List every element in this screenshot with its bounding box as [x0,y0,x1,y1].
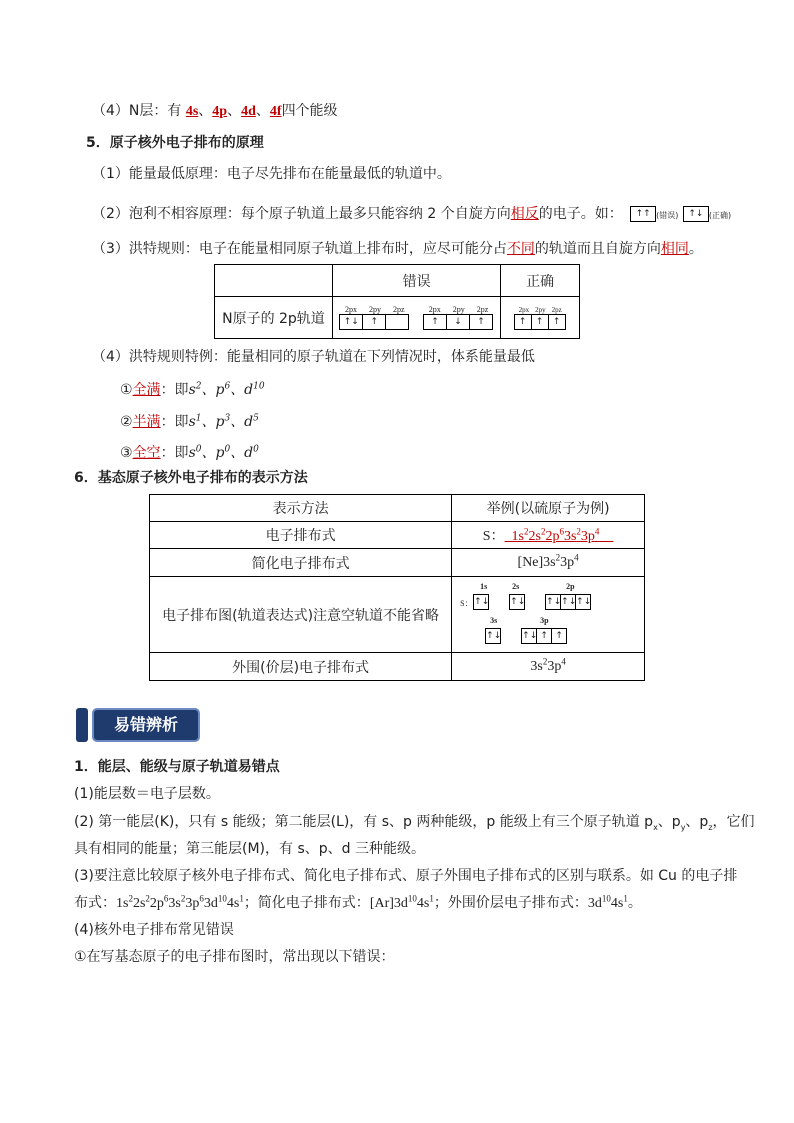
config-example: S： $1s^22s^22p^63s^23p^4$ [452,522,645,549]
header-right: 正确 [501,265,580,297]
short-config: $[Ne]3s^23p^4$ [452,549,645,577]
blank-4d: 4d [241,104,256,119]
point-4-1: ①在写基态原子的电子排布图时，常出现以下错误： [74,949,395,965]
point-4: (4)核外电子排布常见错误 [74,922,234,938]
wrong-example-1: 2px 2py 2pz ↑↓ ↑ [340,305,409,330]
blank-different: 不同 [506,241,535,257]
section6-heading: 6．基态原子核外电子排布的表示方法 [74,470,308,486]
valence-config: $3s^23p^4$ [452,653,645,681]
blank-4f: 4f [269,104,282,119]
pauli-wrong-orbital: ↑↑ [631,204,656,224]
blank-same: 相同 [660,241,689,257]
point-2-line2: 具有相同的能量；第三能层(M)，有 s、p、d 三种能级。 [74,841,425,857]
section7-heading: 1．能层、能级与原子轨道易错点 [74,759,280,775]
point-3-line1: (3)要注意比较原子核外电子排布式、简化电子排布式、原子外围电子排布式的区别与联系。如 Cu 的电子排 [74,868,738,884]
principle-2: （2）泡利不相容原理：每个原子轨道上最多只能容纳 2 个自旋方向相反的电子。如： ↑↑ (错误) ↑↓ (正确) [92,206,732,222]
blank-4p: 4p [212,104,228,119]
section-badge: 易错辨析 [76,708,200,742]
blank-opposite: 相反 [510,206,539,222]
wrong-example-2: 2px 2py 2pz ↑ ↓ ↑ [424,305,493,330]
case-half: ②半满：即$s^1$、$p^3$、$d^5$ [120,413,259,430]
principle-4: （4）洪特规则特例：能量相同的原子轨道在下列情况时，体系能量最低 [92,349,535,365]
principle-1: （1）能量最低原理：电子尽先排布在能量最低的轨道中。 [92,166,451,182]
point-2-line1: (2) 第一能层(K)，只有 s 能级；第二能层(L)，有 s、p 两种能级，p 能级上有三个原子轨道 $p_x$、$p_y$、$p_z$，它们 [74,814,755,832]
blank-4s: 4s [185,104,199,119]
header-wrong: 错误 [332,265,500,297]
point-1: (1)能层数＝电子层数。 [74,786,220,802]
principle-3: （3）洪特规则：电子在能量相同原子轨道上排布时，应尽可能分占不同的轨道而且自旋方向相同。 [92,241,703,257]
hund-table [214,264,580,339]
section5-heading: 5．原子核外电子排布的原理 [86,135,264,151]
case-full: ①全满：即$s^2$、$p^6$、$d^{10}$ [120,381,265,398]
right-example: 2px 2py 2pz ↑ ↑ ↑ [501,297,580,339]
n-shell-line: （4）N层：有 4s、4p、4d、4f四个能级 [92,103,338,119]
case-empty: ③全空：即$s^0$、$p^0$、$d^0$ [120,444,259,461]
row-label: N原子的 2p轨道 [215,297,333,339]
notation-table: 表示方法 举例(以硫原子为例) 电子排布式 S： $1s^22s^22p^63s^23p^4$ 简化电子排布式 $[Ne]3s^23p^4$ 电子排布图(轨道表达式)注意空轨道不能省略 1s 2s 2p S： ↑↓ ↑↓ ↑↓↑↓↑↓ 3s 3p ↑↓ ↑↓ ↑ ↑ 外围(价层)电子排布式 $3s^23p^4$ [149,494,645,681]
point-3-line2: 布式：$1s^22s^22p^63s^23p^63d^{10}4s^1$；简化电子排布式：$[Ar]3d^{10}4s^1$；外围价层电子排布式：$3d^{10}4s^1$。 [74,893,642,911]
wrong-examples [332,297,500,339]
pauli-right-orbital: ↑↓ [684,204,709,224]
orbital-diagram: 1s 2s 2p S： ↑↓ ↑↓ ↑↓↑↓↑↓ 3s 3p ↑↓ ↑↓ ↑ ↑ [452,577,645,653]
